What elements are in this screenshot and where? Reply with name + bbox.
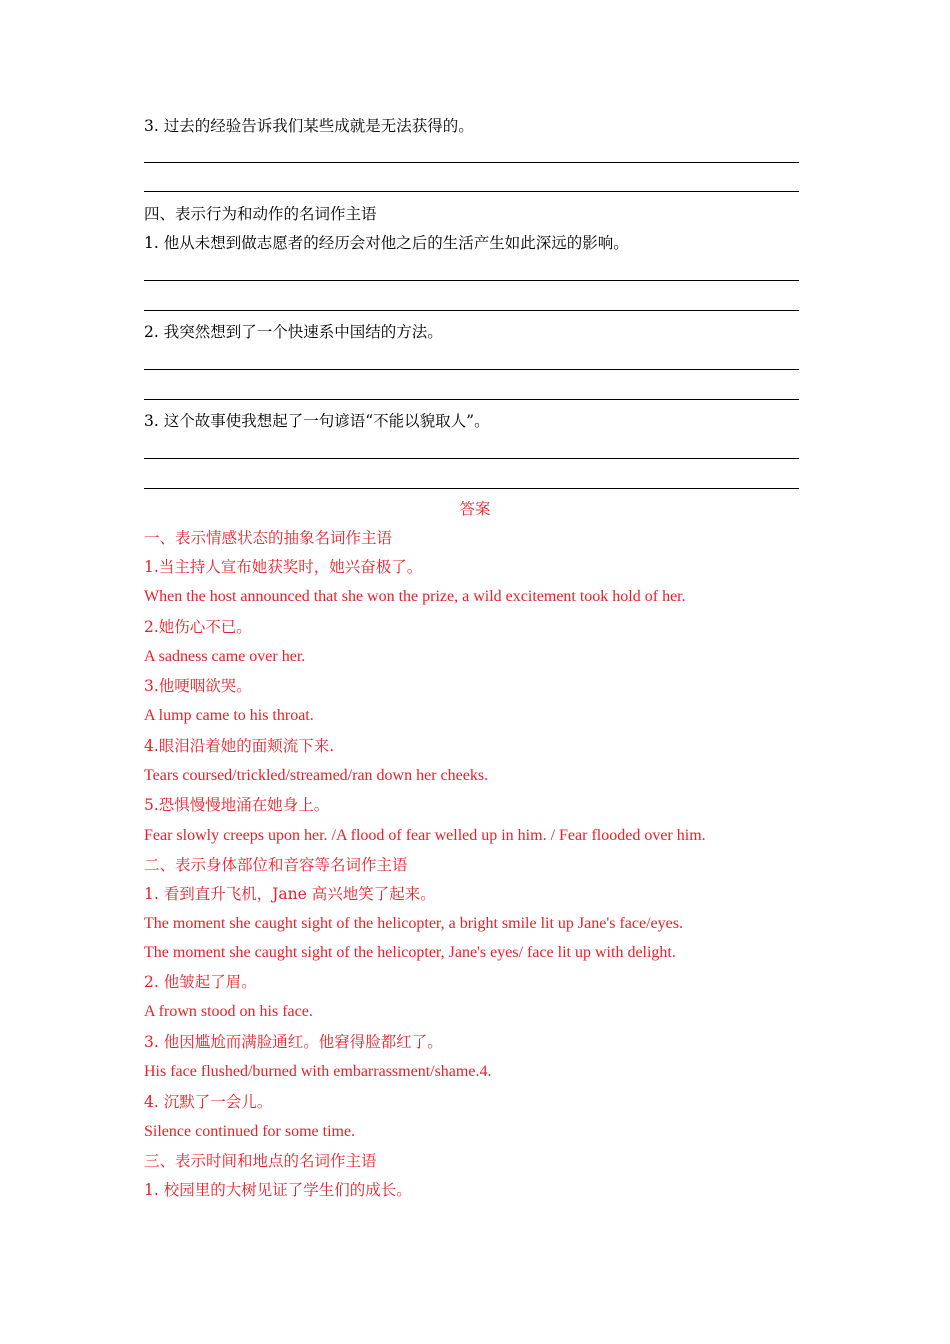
answer-1-chinese: 1.当主持人宣布她获奖时，她兴奋极了。 xyxy=(144,558,423,576)
answer-3-english: A lump came to his throat. xyxy=(144,707,314,724)
section-4-q3-prompt: 3. 这个故事使我想起了一句谚语“不能以貌取人”。 xyxy=(144,412,490,430)
answer-4-chinese: 4.眼泪沿着她的面颊流下来. xyxy=(144,737,335,755)
answer-4-english: Tears coursed/trickled/streamed/ran down her cheeks. xyxy=(144,767,489,784)
answers-title: 答案 xyxy=(459,500,491,518)
section-4-heading: 四、表示行为和动作的名词作主语 xyxy=(144,205,377,223)
answer-c1-chinese: 1. 校园里的大树见证了学生们的成长。 xyxy=(144,1181,412,1199)
answer-b2-english: A frown stood on his face. xyxy=(144,1003,313,1020)
exercise-3-prompt: 3. 过去的经验告诉我们某些成就是无法获得的。 xyxy=(144,117,474,135)
answer-blank-line[interactable] xyxy=(144,162,799,163)
answers-section-2-heading: 二、表示身体部位和音容等名词作主语 xyxy=(144,856,408,874)
answer-blank-line[interactable] xyxy=(144,488,799,489)
answer-blank-line[interactable] xyxy=(144,369,799,370)
answer-b1-english-2: The moment she caught sight of the helicopter, Jane's eyes/ face lit up with delight. xyxy=(144,944,676,961)
answer-b3-english: His face flushed/burned with embarrassment/shame.4. xyxy=(144,1063,492,1080)
answer-b4-chinese: 4. 沉默了一会儿。 xyxy=(144,1093,273,1111)
answers-section-3-heading: 三、表示时间和地点的名词作主语 xyxy=(144,1152,377,1170)
answer-3-chinese: 3.他哽咽欲哭。 xyxy=(144,677,252,695)
answer-b3-chinese: 3. 他因尴尬而满脸通红。他窘得脸都红了。 xyxy=(144,1033,443,1051)
section-4-q1-prompt: 1. 他从未想到做志愿者的经历会对他之后的生活产生如此深远的影响。 xyxy=(144,234,629,252)
answer-b4-english: Silence continued for some time. xyxy=(144,1123,356,1140)
answer-b1-english-1: The moment she caught sight of the helicopter, a bright smile lit up Jane's face/eyes. xyxy=(144,915,683,932)
answer-b2-chinese: 2. 他皱起了眉。 xyxy=(144,973,257,991)
answer-5-chinese: 5.恐惧慢慢地涌在她身上。 xyxy=(144,796,330,814)
answer-blank-line[interactable] xyxy=(144,399,799,400)
answer-blank-line[interactable] xyxy=(144,280,799,281)
section-4-q2-prompt: 2. 我突然想到了一个快速系中国结的方法。 xyxy=(144,323,443,341)
answer-b1-chinese: 1. 看到直升飞机，Jane 高兴地笑了起来。 xyxy=(144,885,436,903)
answer-2-english: A sadness came over her. xyxy=(144,648,306,665)
answer-2-chinese: 2.她伤心不已。 xyxy=(144,618,252,636)
answer-5-english: Fear slowly creeps upon her. /A flood of fear welled up in him. / Fear flooded over him. xyxy=(144,827,706,844)
answers-section-1-heading: 一、表示情感状态的抽象名词作主语 xyxy=(144,529,393,547)
answer-blank-line[interactable] xyxy=(144,458,799,459)
answer-1-english: When the host announced that she won the prize, a wild excitement took hold of her. xyxy=(144,588,686,605)
answer-blank-line[interactable] xyxy=(144,310,799,311)
answer-blank-line[interactable] xyxy=(144,191,799,192)
